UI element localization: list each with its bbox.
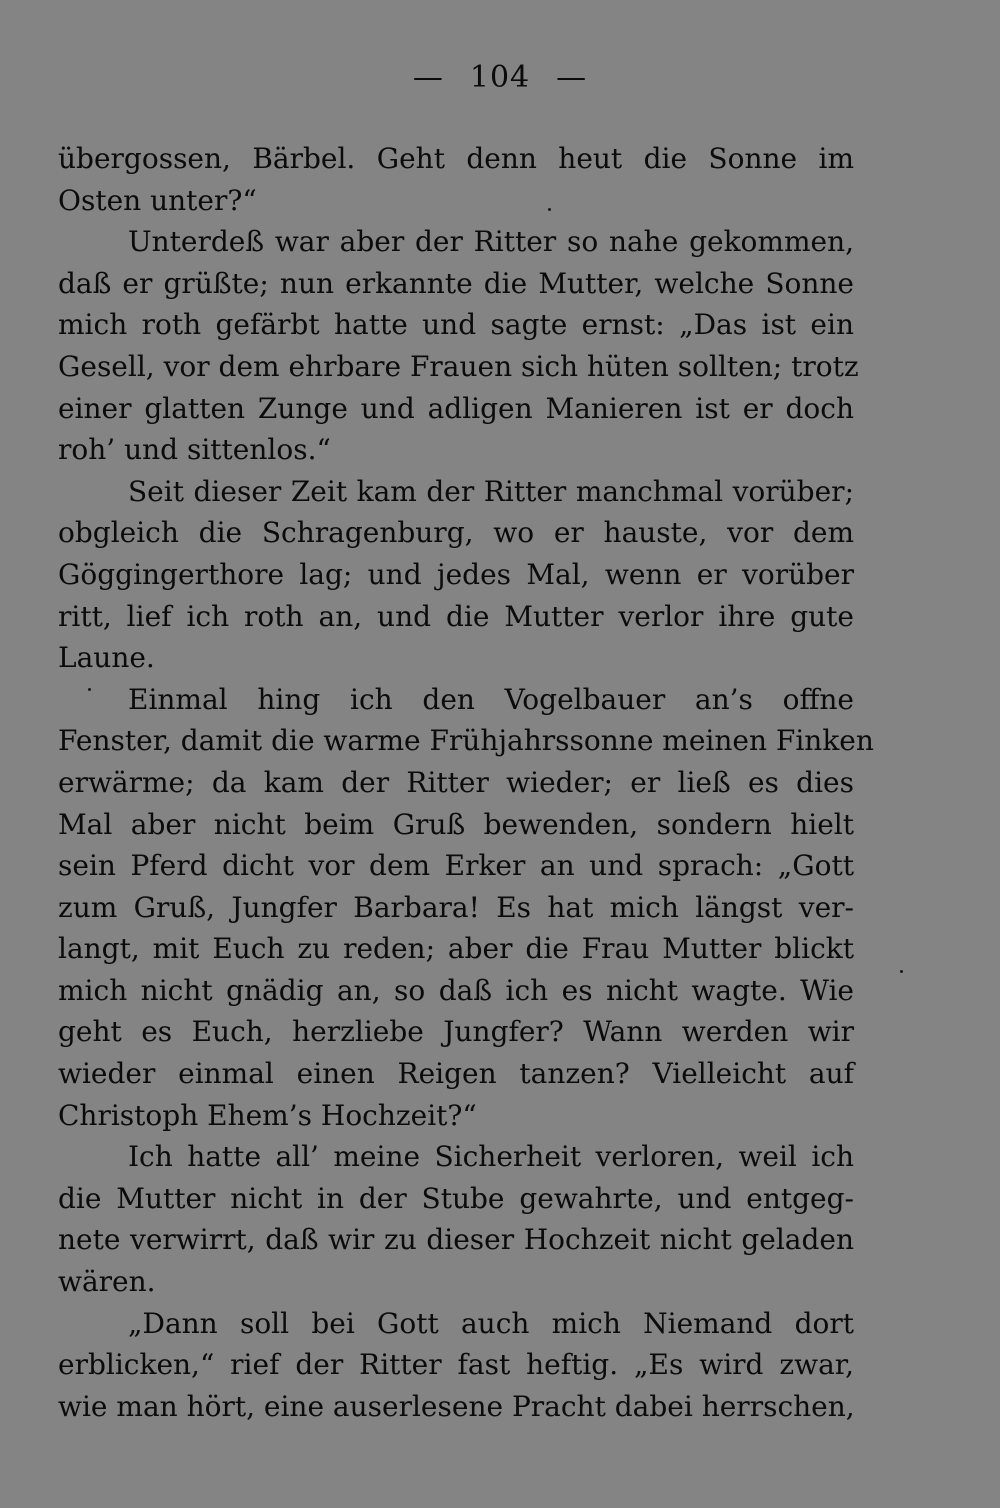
- text-line: geht es Euch, herzliebe Jungfer? Wann werden wir: [58, 1015, 854, 1049]
- text-line: Mal aber nicht beim Gruß bewenden, sondern hielt: [58, 807, 854, 841]
- text-line: Seit dieser Zeit kam der Ritter manchmal vorüber;: [128, 474, 854, 508]
- text-line: „Dann soll bei Gott auch mich Niemand dort: [128, 1306, 854, 1340]
- text-line: die Mutter nicht in der Stube gewahrte, und entgeg-: [58, 1181, 854, 1215]
- text-line: nete verwirrt, daß wir zu dieser Hochzeit nicht geladen: [58, 1223, 854, 1257]
- text-line: Einmal hing ich den Vogelbauer an’s offne: [128, 682, 854, 716]
- text-line: zum Gruß, Jungfer Barbara! Es hat mich längst ver-: [58, 890, 854, 924]
- text-line: Gesell, vor dem ehrbare Frauen sich hüten sollten; trotz: [58, 349, 859, 383]
- scan-speck: [88, 688, 91, 691]
- text-line: ritt, lief ich roth an, und die Mutter verlor ihre gute: [58, 599, 854, 633]
- text-line: erwärme; da kam der Ritter wieder; er ließ es dies: [58, 765, 854, 799]
- text-line: Unterdeß war aber der Ritter so nahe gekommen,: [128, 225, 854, 259]
- scan-speck: [548, 208, 551, 211]
- text-line: wie man hört, eine auserlesene Pracht dabei herrschen,: [58, 1389, 855, 1423]
- text-line: roh’ und sittenlos.“: [58, 433, 331, 467]
- scan-speck: [900, 970, 903, 973]
- text-line: Christoph Ehem’s Hochzeit?“: [58, 1098, 477, 1132]
- text-line: übergossen, Bärbel. Geht denn heut die Sonne im: [58, 142, 854, 175]
- text-line: Ich hatte all’ meine Sicherheit verloren, weil ich: [128, 1140, 854, 1174]
- page-header: [0, 58, 1000, 98]
- text-line: Fenster, damit die warme Frühjahrssonne meinen Finken: [58, 724, 874, 758]
- text-line: sein Pferd dicht vor dem Erker an und sprach: „Gott: [58, 849, 854, 883]
- text-line: mich nicht gnädig an, so daß ich es nicht wagte. Wie: [58, 973, 854, 1007]
- text-line: Laune.: [58, 641, 155, 675]
- header-dash-left: —: [412, 60, 444, 95]
- body-text: [58, 138, 874, 1427]
- text-line: obgleich die Schragenburg, wo er hauste, vor dem: [58, 516, 854, 550]
- text-line: wären.: [58, 1265, 156, 1299]
- text-line: erblicken,“ rief der Ritter fast heftig. „Es wird zwar,: [58, 1348, 854, 1382]
- text-line: mich roth gefärbt hatte und sagte ernst: „Das ist ein: [58, 308, 854, 342]
- text-line: langt, mit Euch zu reden; aber die Frau Mutter blickt: [58, 932, 854, 966]
- page-number: 104: [469, 60, 531, 95]
- text-line: einer glatten Zunge und adligen Manieren ist er doch: [58, 391, 854, 425]
- text-line: wieder einmal einen Reigen tanzen? Vielleicht auf: [58, 1057, 854, 1091]
- text-line: Osten unter?“: [58, 183, 257, 217]
- text-line: daß er grüßte; nun erkannte die Mutter, welche Sonne: [58, 266, 854, 300]
- text-line: Göggingerthore lag; und jedes Mal, wenn er vorüber: [58, 557, 854, 591]
- header-dash-right: —: [556, 60, 588, 95]
